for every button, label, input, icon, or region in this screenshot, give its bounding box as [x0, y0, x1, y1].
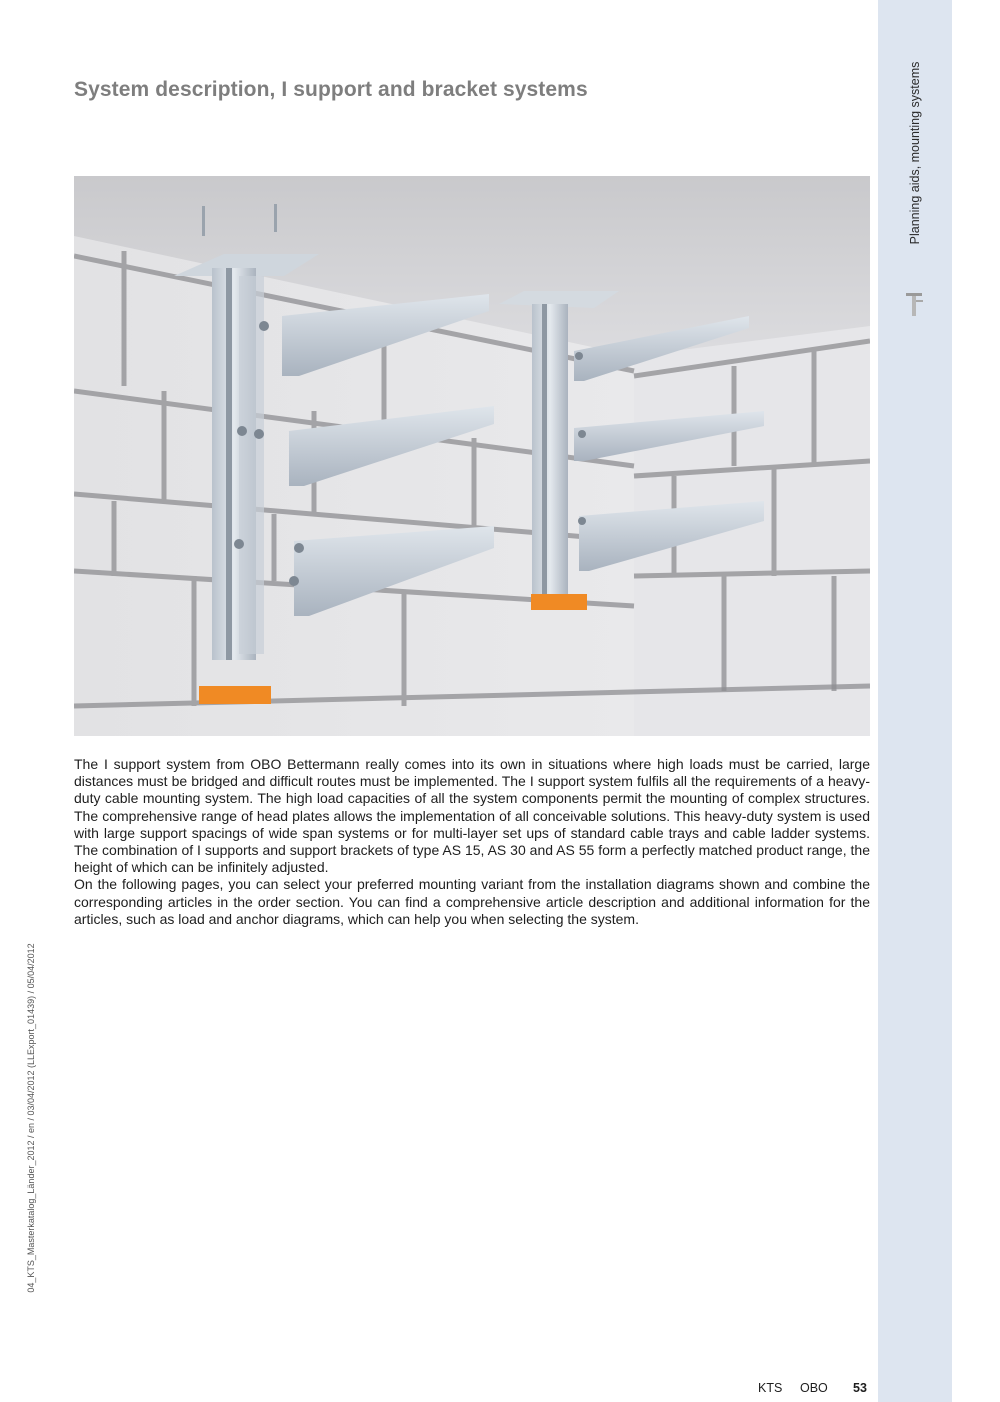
support-bracket-illustration [74, 176, 870, 736]
section-tab-label: Planning aids, mounting systems [908, 61, 922, 245]
footer-product: KTS [758, 1381, 783, 1395]
product-photo [74, 176, 870, 736]
document-code: 04_KTS_Masterkatalog_Länder_2012 / en / 03/04/2012 (LLExport_01439) / 05/04/2012 [26, 943, 36, 1293]
footer-brand: OBO [800, 1381, 828, 1395]
i-support-icon [903, 290, 925, 320]
page-number: 53 [853, 1381, 867, 1395]
body-text [74, 756, 870, 928]
page-title: System description, I support and bracket systems [74, 78, 588, 101]
body-paragraph-2: On the following pages, you can select your preferred mounting variant from the installation diagrams shown and combine the corresponding articles in the order section. You can find a comprehensive article description and additional information for the articles, such as load and anchor diagrams, which can help you when selecting the system. [74, 876, 870, 927]
body-paragraph-1: The I support system from OBO Bettermann really comes into its own in situations where high loads must be carried, large distances must be bridged and difficult routes must be implemented. The I support system fulfils all the requirements of a heavy-duty cable mounting system. The high load capacities of all the system components permit the mounting of complex structures. The comprehensive range of head plates allows the implementation of all conceivable solutions. This heavy-duty system is used with large support spacings of wide span systems or for multi-layer set ups of standard cable trays and cable ladder systems. The combination of I supports and support brackets of type AS 15, AS 30 and AS 55 form a perfectly matched product range, the height of which can be infinitely adjusted. [74, 756, 870, 876]
